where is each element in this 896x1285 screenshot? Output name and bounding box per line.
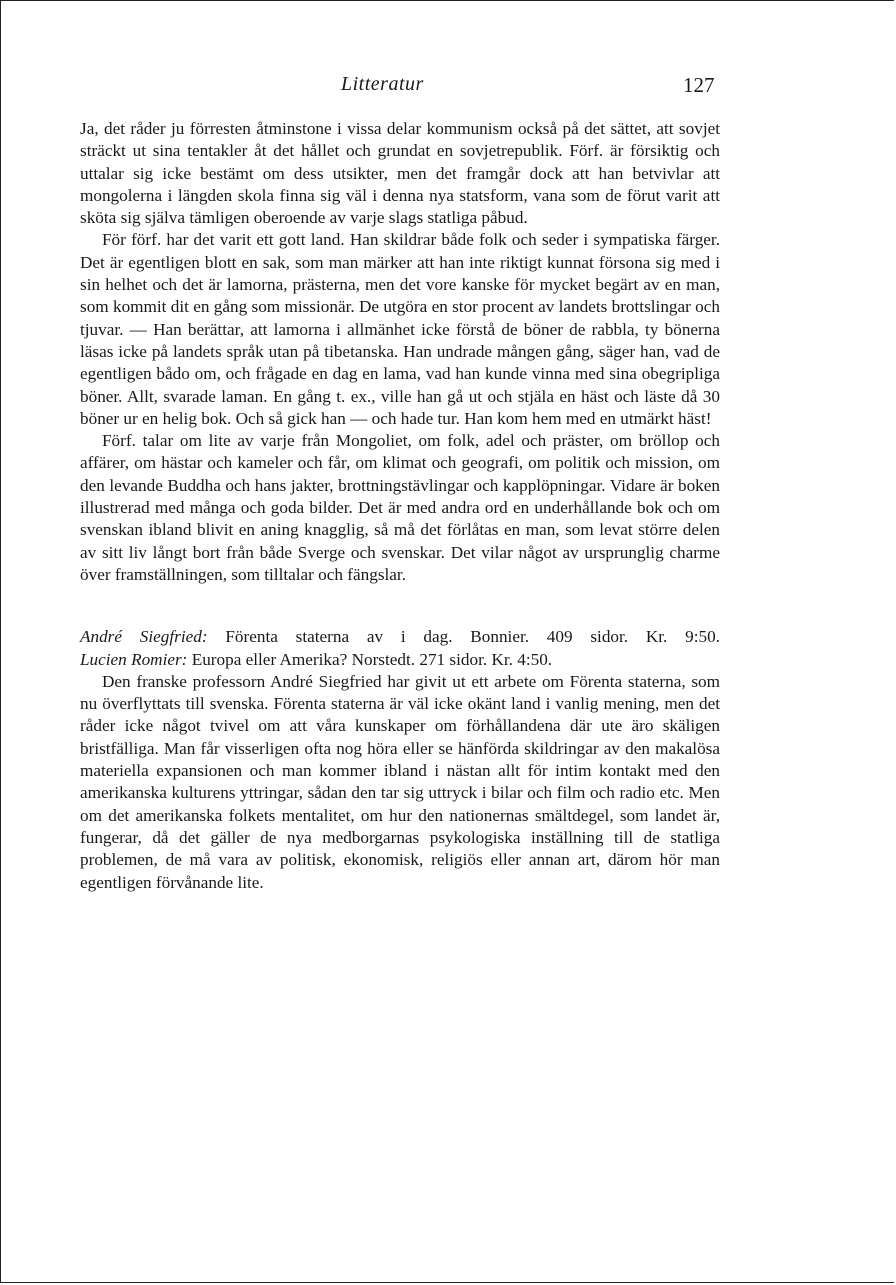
bibliographic-entry [80, 649, 720, 671]
paragraph: För förf. har det varit ett gott land. Han skildrar både folk och seder i sympatiska färger. Det är egentligen blott en sak, som man märker att han inte riktigt kunnat försona sig med i sin helhet och det är lamorna, prästerna, men det vore kanske för mycket begärt av en man, som kommit dit en gång som missionär. De utgöra en stor procent av landets brottslingar och tjuvar. — Han berättar, att lamorna i allmänhet icke förstå de böner de rabbla, ty bönerna läsas icke på landets språk utan på tibetanska. Han undrade mången gång, säger han, vad de egentligen bådo om, och frågade en dag en lama, vad han kunde vinna med sina obegripliga böner. Allt, svarade laman. En gång t. ex., ville han gå ut och stjäla en häst och läste då 30 böner ur en helig bok. Och så gick han — och hade tur. Han kom hem med en utmärkt häst! [80, 230, 720, 428]
book-author: André Siegfried: [80, 627, 208, 647]
book-details: Europa eller Amerika? Norstedt. 271 sidor. Kr. 4:50. [191, 649, 553, 669]
book-author: Lucien Romier: [80, 649, 188, 669]
running-header [1, 73, 894, 101]
running-title: Litteratur [341, 73, 424, 95]
book-details: Förenta staterna av i dag. Bonnier. 409 sidor. Kr. 9:50. [225, 627, 720, 647]
bibliographic-entry [80, 626, 720, 648]
page-number: 127 [683, 73, 715, 97]
paragraph: Förf. talar om lite av varje från Mongoliet, om folk, adel och präster, om bröllop och affärer, om hästar och kameler och får, om klimat och geografi, om politik och mission, om den levande Buddha och hans jakter, brottningstävlingar och kapplöpningar. Vidare är boken illustrerad med många och goda bilder. Det är med andra ord en underhållande bok och om svenskan ibland blivit en aning knagglig, så må det förlåtas en man, som levat större delen av sitt liv långt bort från både Sverge och svenskar. Det vilar något av ursprunglig charme över framställningen, som tilltalar och fängslar. [80, 431, 720, 584]
text-body [80, 118, 720, 894]
america-review [80, 626, 720, 894]
paragraph: Den franske professorn André Siegfried har givit ut ett arbete om Förenta staterna, som nu överflyttats till svenska. Förenta staterna är väl icke okänt land i vanlig mening, men det råder icke något tvivel om att våra kunskaper om förhållandena där ute äro skäligen bristfälliga. Man får visserligen ofta nog höra eller se hänförda skildringar av den makalösa materiella expansionen och man kommer ibland i nästan allt för intim kontakt med den amerikanska kulturens yttringar, sådan den tar sig uttryck i bilar och film och radio etc. Men om det amerikanska folkets mentalitet, om hur den nationernas smältdegel, som landet är, fungerar, då det gäller de nya medborgarnas psykologiska inställning till de statliga problemen, de må vara av politisk, ekonomisk, religiös eller annan art, därom hör man egentligen förvånande lite. [80, 671, 720, 892]
paragraph: Ja, det råder ju förresten åtminstone i vissa delar kommunism också på det sättet, att sovjet sträckt ut sina tentakler åt det hållet och grundat en sovjetrepublik. Förf. är försiktig och uttalar sig icke bestämt om dess utsikter, men det framgår dock att han betvivlar att mongolerna i längden skola finna sig väl i denna nya statsform, vana som de förut varit att sköta sig själva tämligen oberoende av varje slags statliga påbud. [80, 119, 720, 228]
mongolia-review [80, 118, 720, 586]
